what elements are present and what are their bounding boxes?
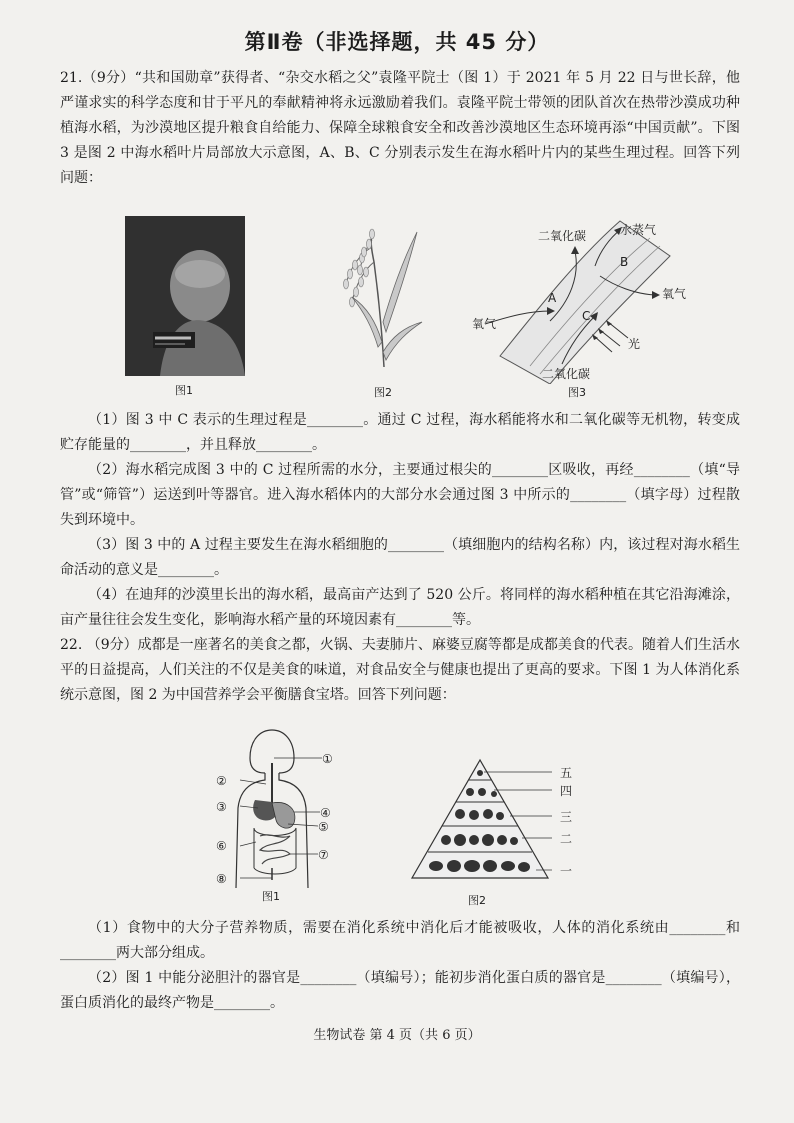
pyramid-level-4: 四 bbox=[560, 784, 573, 798]
question-21-part-1: （1）图 3 中 C 表示的生理过程是________。通过 C 过程，海水稻能将水和二氧化碳等无机物，转变成贮存能量的________，并且释放________。 bbox=[60, 412, 740, 453]
organ-label-7: ⑦ bbox=[318, 848, 329, 862]
q22-figure-1-digestive-system bbox=[210, 728, 350, 888]
q21-figure-2-rice-plant bbox=[312, 222, 444, 372]
organ-label-1: ① bbox=[322, 752, 333, 766]
question-22-part-2: （2）图 1 中能分泌胆汁的器官是________（填编号）；能初步消化蛋白质的器官是________（填编号），蛋白质消化的最终产物是________。 bbox=[60, 970, 740, 1011]
pyramid-level-1: 一 bbox=[560, 864, 573, 878]
label-oxygen-right: 氧气 bbox=[662, 287, 687, 301]
organ-label-4: ④ bbox=[320, 806, 331, 820]
q21-figure-1-caption: 图1 bbox=[175, 384, 193, 397]
organ-label-2: ② bbox=[216, 774, 227, 788]
label-process-c: C bbox=[582, 309, 591, 323]
label-co2-bottom: 二氧化碳 bbox=[542, 367, 591, 381]
pyramid-level-2: 二 bbox=[560, 832, 573, 846]
q22-figure-1-caption: 图1 bbox=[262, 890, 280, 903]
label-process-b: B bbox=[620, 255, 629, 269]
question-21-part-4: （4）在迪拜的沙漠里长出的海水稻，最高亩产达到了 520 公斤。将同样的海水稻种植在其它沿海滩涂，亩产量往往会发生变化，影响海水稻产量的环境因素有________等。 bbox=[60, 587, 740, 628]
q22-figure-2-caption: 图2 bbox=[468, 894, 486, 907]
section-title: 第Ⅱ卷（非选择题，共 45 分） bbox=[244, 30, 550, 54]
label-oxygen-left: 氧气 bbox=[472, 317, 497, 331]
page-footer: 生物试卷 第 4 页（共 6 页） bbox=[313, 1028, 481, 1043]
question-22-intro: 22. （9分）成都是一座著名的美食之都，火锅、夫妻肺片、麻婆豆腐等都是成都美食的代表。随着人们生活水平的日益提高，人们关注的不仅是美食的味道，对食品安全与健康也提出了更高的要求。下图 1 为人体消化系统示意图，图 2 为中国营养学会平衡膳食宝塔。回答下列问题： bbox=[60, 637, 740, 703]
organ-label-3: ③ bbox=[216, 800, 227, 814]
question-22-part-1: （1）食物中的大分子营养物质，需要在消化系统中消化后才能被吸收，人体的消化系统由________和________两大部分组成。 bbox=[60, 920, 740, 961]
organ-label-5: ⑤ bbox=[318, 820, 329, 834]
organ-label-6: ⑥ bbox=[216, 839, 227, 853]
question-21-part-3: （3）图 3 中的 A 过程主要发生在海水稻细胞的________（填细胞内的结构名称）内，该过程对海水稻生命活动的意义是________。 bbox=[60, 537, 740, 578]
question-21-intro: 21.（9分）“共和国勋章”获得者、“杂交水稻之父”袁隆平院士（图 1）于 2021 年 5 月 22 日与世长辞，他严谨求实的科学态度和甘于平凡的奉献精神将永远激励着我们。袁隆平院士带领的团队首次在热带沙漠成功种植海水稻，为沙漠地区提升粮食自给能力、保障全球粮食安全和改善沙漠地区生态环境再添“中国贡献”。下图 3 是图 2 中海水稻叶片局部放大示意图，A、B、C 分别表示发生在海水稻叶片内的某些生理过程。回答下列问题： bbox=[60, 70, 740, 186]
q22-figure-2-food-pyramid bbox=[410, 758, 590, 888]
q21-figure-3-leaf-diagram bbox=[470, 216, 700, 384]
q21-figure-1-portrait bbox=[125, 216, 245, 376]
organ-label-8: ⑧ bbox=[216, 872, 227, 886]
label-water-vapor: 水蒸气 bbox=[620, 223, 657, 237]
pyramid-level-5: 五 bbox=[560, 766, 573, 780]
question-21-part-2: （2）海水稻完成图 3 中的 C 过程所需的水分，主要通过根尖的________区吸收，再经________（填“导管”或“筛管”）运送到叶等器官。进入海水稻体内的大部分水会通过图 3 中所示的________（填字母）过程散失到环境中。 bbox=[60, 462, 740, 528]
label-co2-top: 二氧化碳 bbox=[538, 229, 587, 243]
label-process-a: A bbox=[548, 291, 557, 305]
pyramid-level-3: 三 bbox=[560, 810, 573, 824]
q21-figure-3-caption: 图3 bbox=[568, 386, 586, 399]
q21-figure-2-caption: 图2 bbox=[374, 386, 392, 399]
label-light: 光 bbox=[628, 337, 641, 351]
